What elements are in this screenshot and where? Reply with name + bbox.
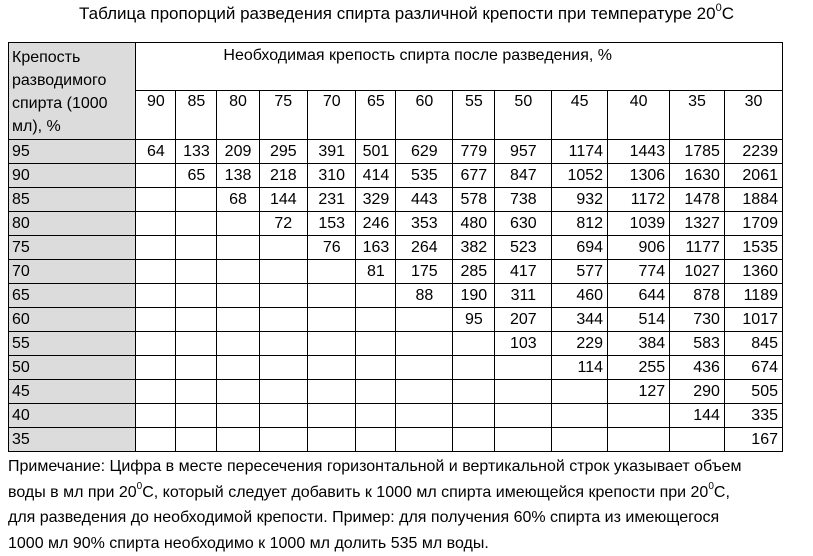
table-cell <box>217 380 259 404</box>
table-cell: 384 <box>608 332 670 356</box>
table-cell <box>259 356 307 380</box>
table-cell: 847 <box>495 164 552 188</box>
table-cell: 1189 <box>724 284 782 308</box>
row-header: 60 <box>9 308 136 332</box>
column-header: 70 <box>308 91 356 140</box>
table-cell <box>136 236 176 260</box>
table-cell <box>217 308 259 332</box>
table-cell <box>176 284 217 308</box>
table-cell: 114 <box>552 356 608 380</box>
table-cell: 443 <box>396 188 453 212</box>
table-cell: 644 <box>608 284 670 308</box>
dilution-table <box>8 42 783 452</box>
column-header: 40 <box>608 91 670 140</box>
table-cell: 1017 <box>724 308 782 332</box>
column-header: 90 <box>136 91 176 140</box>
table-cell: 577 <box>552 260 608 284</box>
table-cell <box>136 212 176 236</box>
table-cell <box>396 356 453 380</box>
table-cell <box>356 380 396 404</box>
table-cell <box>356 404 396 428</box>
table-cell: 1360 <box>724 260 782 284</box>
table-cell: 480 <box>453 212 495 236</box>
table-cell: 229 <box>552 332 608 356</box>
table-cell <box>259 308 307 332</box>
table-cell: 329 <box>356 188 396 212</box>
table-cell: 1535 <box>724 236 782 260</box>
table-row <box>9 284 783 308</box>
table-cell <box>217 236 259 260</box>
table-cell: 353 <box>396 212 453 236</box>
footnote-line: Примечание: Цифра в месте пересечения горизонтальной и вертикальной строк указывает объем <box>8 454 808 480</box>
table-cell <box>136 164 176 188</box>
table-cell: 738 <box>495 188 552 212</box>
table-cell: 1306 <box>608 164 670 188</box>
table-body <box>9 140 783 452</box>
row-header: 55 <box>9 332 136 356</box>
table-cell: 674 <box>724 356 782 380</box>
table-cell: 207 <box>495 308 552 332</box>
row-header: 85 <box>9 188 136 212</box>
table-cell <box>308 284 356 308</box>
table-cell: 779 <box>453 140 495 164</box>
table-cell: 335 <box>724 404 782 428</box>
row-header: 40 <box>9 404 136 428</box>
table-cell: 95 <box>453 308 495 332</box>
table-cell: 138 <box>217 164 259 188</box>
table-row <box>9 332 783 356</box>
table-cell: 535 <box>396 164 453 188</box>
table-cell <box>396 428 453 452</box>
table-cell: 295 <box>259 140 307 164</box>
table-cell: 812 <box>552 212 608 236</box>
table-cell: 209 <box>217 140 259 164</box>
table-cell <box>217 356 259 380</box>
table-cell <box>259 404 307 428</box>
footnote-line: воды в мл при $20^0С$, который следует добавить к 1000 мл спирта имеющейся крепости при $20^0С$, <box>8 480 808 506</box>
column-header: 45 <box>552 91 608 140</box>
table-cell: 290 <box>670 380 725 404</box>
table-cell: 1174 <box>552 140 608 164</box>
table-cell <box>356 356 396 380</box>
column-header: 50 <box>495 91 552 140</box>
table-cell <box>453 428 495 452</box>
table-cell: 677 <box>453 164 495 188</box>
table-cell: 906 <box>608 236 670 260</box>
table-cell: 310 <box>308 164 356 188</box>
table-cell: 153 <box>308 212 356 236</box>
table-cell <box>495 356 552 380</box>
table-cell <box>356 308 396 332</box>
table-cell: 144 <box>259 188 307 212</box>
table-cell: 932 <box>552 188 608 212</box>
footnote-line: 1000 мл 90% спирта необходимо к 1000 мл долить 535 мл воды. <box>8 531 808 556</box>
table-row <box>9 356 783 380</box>
table-cell <box>356 332 396 356</box>
table-row <box>9 428 783 452</box>
table-cell <box>495 428 552 452</box>
table-row <box>9 188 783 212</box>
row-header: 90 <box>9 164 136 188</box>
table-row <box>9 236 783 260</box>
table-cell: 957 <box>495 140 552 164</box>
table-cell: 417 <box>495 260 552 284</box>
column-header: 85 <box>176 91 217 140</box>
table-cell <box>217 332 259 356</box>
table-cell: 1884 <box>724 188 782 212</box>
row-header: 65 <box>9 284 136 308</box>
table-cell: 694 <box>552 236 608 260</box>
table-cell: 264 <box>396 236 453 260</box>
table-cell <box>176 212 217 236</box>
footnote <box>8 454 808 556</box>
table-cell <box>356 428 396 452</box>
table-cell: 730 <box>670 308 725 332</box>
table-cell <box>453 380 495 404</box>
table-cell <box>176 308 217 332</box>
table-cell <box>259 332 307 356</box>
row-header: 95 <box>9 140 136 164</box>
column-header: 60 <box>396 91 453 140</box>
table-cell: 163 <box>356 236 396 260</box>
table-row <box>9 212 783 236</box>
row-header: 80 <box>9 212 136 236</box>
table-cell: 76 <box>308 236 356 260</box>
table-cell <box>259 260 307 284</box>
table-cell <box>136 188 176 212</box>
table-cell <box>552 428 608 452</box>
table-cell <box>308 332 356 356</box>
table-cell: 167 <box>724 428 782 452</box>
row-header: 50 <box>9 356 136 380</box>
table-cell: 81 <box>356 260 396 284</box>
table-cell <box>308 260 356 284</box>
table-cell: 218 <box>259 164 307 188</box>
table-cell: 1039 <box>608 212 670 236</box>
column-header: 35 <box>670 91 725 140</box>
table-cell <box>308 404 356 428</box>
table-cell: 1177 <box>670 236 725 260</box>
table-cell <box>136 284 176 308</box>
footnote-line: для разведения до необходимой крепости. Пример: для получения 60% спирта из имеющегося <box>8 505 808 531</box>
row-header: 75 <box>9 236 136 260</box>
table-cell: 460 <box>552 284 608 308</box>
table-cell: 578 <box>453 188 495 212</box>
table-cell: 246 <box>356 212 396 236</box>
table-cell <box>136 428 176 452</box>
page-title: Таблица пропорций разведения спирта различной крепости при температуре $20^0С$ <box>0 4 813 24</box>
table-cell: 144 <box>670 404 725 428</box>
table-cell <box>176 356 217 380</box>
table-cell <box>453 356 495 380</box>
table-cell <box>176 380 217 404</box>
table-cell: 88 <box>396 284 453 308</box>
table-cell <box>608 428 670 452</box>
column-header: 80 <box>217 91 259 140</box>
column-header: 55 <box>453 91 495 140</box>
table-cell: 103 <box>495 332 552 356</box>
table-cell <box>495 404 552 428</box>
table-cell: 231 <box>308 188 356 212</box>
table-cell: 127 <box>608 380 670 404</box>
table-cell <box>308 308 356 332</box>
table-cell: 382 <box>453 236 495 260</box>
column-header: 75 <box>259 91 307 140</box>
column-header: 30 <box>724 91 782 140</box>
table-cell: 436 <box>670 356 725 380</box>
table-cell <box>176 188 217 212</box>
table-cell: 311 <box>495 284 552 308</box>
table-row <box>9 140 783 164</box>
table-cell: 774 <box>608 260 670 284</box>
table-cell: 523 <box>495 236 552 260</box>
table-cell <box>670 428 725 452</box>
table-cell: 1327 <box>670 212 725 236</box>
table-cell: 190 <box>453 284 495 308</box>
table-cell <box>176 236 217 260</box>
table-cell <box>259 284 307 308</box>
table-row <box>9 308 783 332</box>
table-cell: 285 <box>453 260 495 284</box>
table-row <box>9 380 783 404</box>
table-cell: 1027 <box>670 260 725 284</box>
table-cell: 391 <box>308 140 356 164</box>
row-header: 35 <box>9 428 136 452</box>
table-cell <box>308 428 356 452</box>
table-cell <box>259 428 307 452</box>
table-cell <box>217 428 259 452</box>
table-header <box>9 43 783 140</box>
table-cell: 583 <box>670 332 725 356</box>
table-cell <box>453 332 495 356</box>
table-cell: 72 <box>259 212 307 236</box>
table-cell <box>176 428 217 452</box>
table-row <box>9 260 783 284</box>
column-header: 65 <box>356 91 396 140</box>
table-cell <box>308 380 356 404</box>
table-row <box>9 164 783 188</box>
table-cell <box>396 404 453 428</box>
table-cell: 2061 <box>724 164 782 188</box>
table-cell <box>552 380 608 404</box>
table-cell: 629 <box>396 140 453 164</box>
table-cell: 2239 <box>724 140 782 164</box>
table-cell <box>136 332 176 356</box>
table-cell: 255 <box>608 356 670 380</box>
table-cell: 501 <box>356 140 396 164</box>
table-cell <box>308 356 356 380</box>
group-header: Необходимая крепость спирта после разведения, % <box>136 43 783 91</box>
table-cell: 414 <box>356 164 396 188</box>
table-cell <box>217 404 259 428</box>
table-cell: 65 <box>176 164 217 188</box>
table-cell <box>396 332 453 356</box>
table-cell <box>608 404 670 428</box>
table-cell: 845 <box>724 332 782 356</box>
table-cell <box>136 308 176 332</box>
table-cell <box>396 308 453 332</box>
table-cell: 1443 <box>608 140 670 164</box>
table-cell <box>453 404 495 428</box>
table-cell: 1630 <box>670 164 725 188</box>
table-cell: 133 <box>176 140 217 164</box>
table-cell: 175 <box>396 260 453 284</box>
table-cell: 64 <box>136 140 176 164</box>
row-header: 70 <box>9 260 136 284</box>
table-cell <box>259 380 307 404</box>
table-cell: 1709 <box>724 212 782 236</box>
table-cell <box>136 404 176 428</box>
table-cell <box>495 380 552 404</box>
table-cell: 505 <box>724 380 782 404</box>
table-cell: 1478 <box>670 188 725 212</box>
table-cell <box>217 212 259 236</box>
table-cell <box>217 284 259 308</box>
table-cell <box>259 236 307 260</box>
corner-header: Крепость разводимого спирта (1000 мл), % <box>9 43 136 140</box>
table-cell: 344 <box>552 308 608 332</box>
table-cell: 514 <box>608 308 670 332</box>
table-cell <box>176 332 217 356</box>
table-cell <box>356 284 396 308</box>
table-cell: 878 <box>670 284 725 308</box>
table-cell: 630 <box>495 212 552 236</box>
table-cell <box>136 356 176 380</box>
row-header: 45 <box>9 380 136 404</box>
table-row <box>9 404 783 428</box>
table-cell: 1172 <box>608 188 670 212</box>
table-cell <box>217 260 259 284</box>
table-cell: 1785 <box>670 140 725 164</box>
table-cell <box>552 404 608 428</box>
table-cell <box>176 260 217 284</box>
table-cell: 68 <box>217 188 259 212</box>
table-cell <box>136 380 176 404</box>
table-cell <box>396 380 453 404</box>
table-cell <box>136 260 176 284</box>
table-cell: 1052 <box>552 164 608 188</box>
table-cell <box>176 404 217 428</box>
